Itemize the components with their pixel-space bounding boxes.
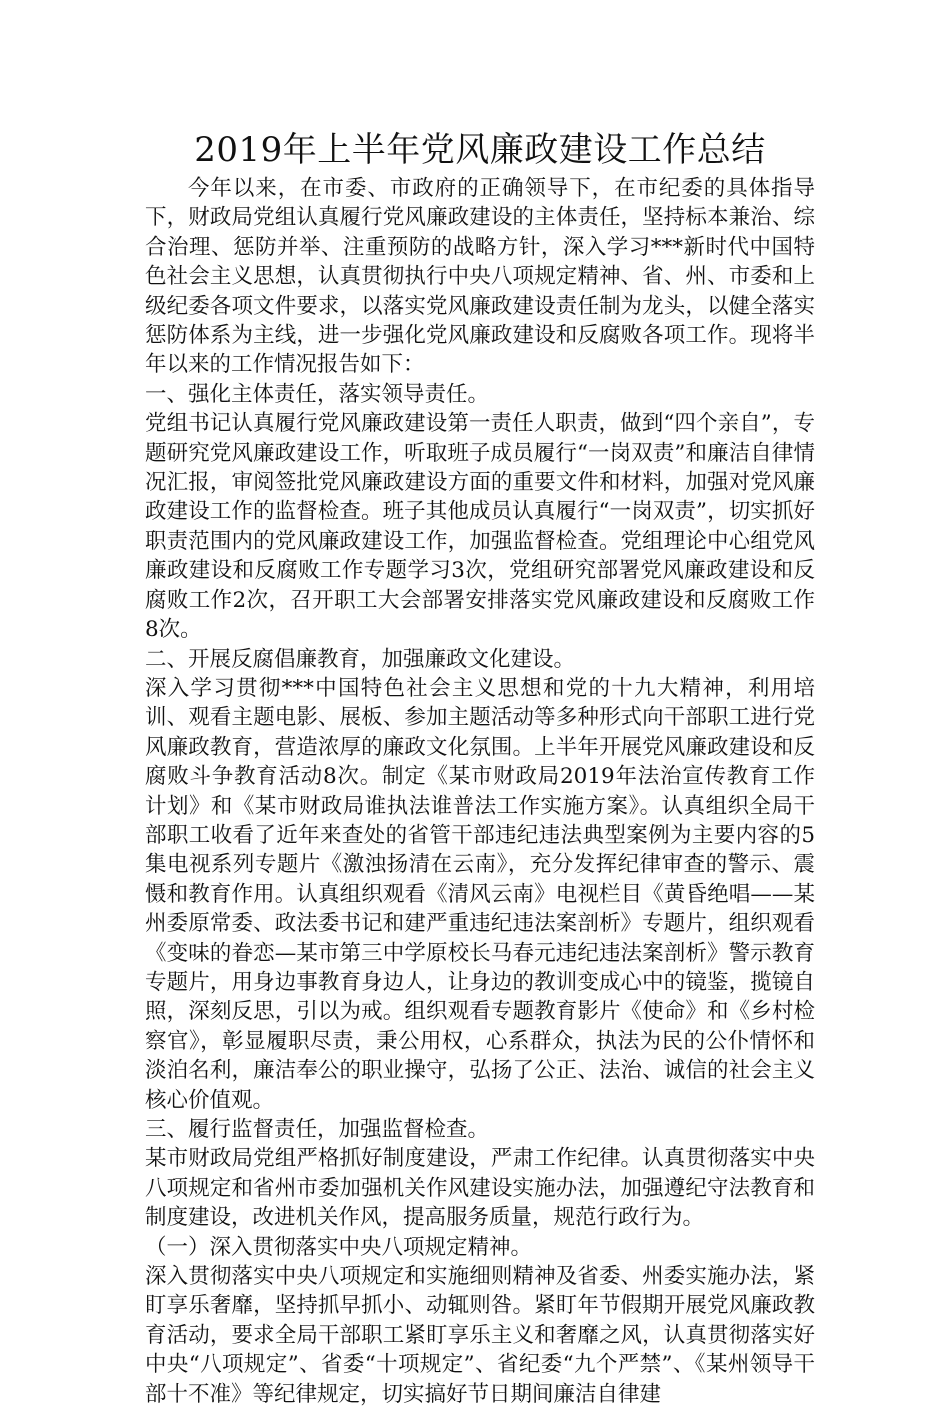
paragraph-section-3: 某市财政局党组严格抓好制度建设，严肃工作纪律。认真贯彻落实中央八项规定和省州市委加强机关作风建设实施办法，加强遵纪守法教育和制度建设，改进机关作风，提高服务质量，规范行政行为。 (145, 1146, 815, 1231)
document-page (145, 128, 815, 1409)
paragraph-section-1: 党组书记认真履行党风廉政建设第一责任人职责，做到“四个亲自”，专题研究党风廉政建设工作，听取班子成员履行“一岗双责”和廉洁自律情况汇报，审阅签批党风廉政建设方面的重要文件和材料，加强对党风廉政建设工作的监督检查。班子其他成员认真履行“一岗双责”，切实抓好职责范围内的党风廉政建设工作，加强监督检查。党组理论中心组党风廉政建设和反腐败工作专题学习3次，党组研究部署党风廉政建设和反腐败工作2次，召开职工大会部署安排落实党风廉政建设和反腐败工作8次。 (145, 411, 815, 643)
document-title: 2019年上半年党风廉政建设工作总结 (194, 130, 766, 170)
document-body (145, 174, 815, 1409)
paragraph-subsection-1: 深入贯彻落实中央八项规定和实施细则精神及省委、州委实施办法，紧盯享乐奢靡，坚持抓早抓小、动辄则咎。紧盯年节假期开展党风廉政教育活动，要求全局干部职工紧盯享乐主义和奢靡之风，认真贯彻落实好中央“八项规定”、省委“十项规定”、省纪委“九个严禁”、《某州领导干部十不准》等纪律规定，切实搞好节日期间廉洁自律建 (145, 1264, 815, 1407)
subsection-heading-1: （一）深入贯彻落实中央八项规定精神。 (145, 1234, 533, 1260)
paragraph-intro: 今年以来，在市委、市政府的正确领导下，在市纪委的具体指导下，财政局党组认真履行党风廉政建设的主体责任，坚持标本兼治、综合治理、惩防并举、注重预防的战略方针，深入学习***新时代中国特色社会主义思想，认真贯彻执行中央八项规定精神、省、州、市委和上级纪委各项文件要求，以落实党风廉政建设责任制为龙头，以健全落实惩防体系为主线，进一步强化党风廉政建设和反腐败各项工作。现将半年以来的工作情况报告如下： (145, 176, 815, 378)
section-heading-3: 三、履行监督责任，加强监督检查。 (145, 1117, 490, 1142)
paragraph-section-2: 深入学习贯彻***中国特色社会主义思想和党的十九大精神，利用培训、观看主题电影、展板、参加主题活动等多种形式向干部职工进行党风廉政教育，营造浓厚的廉政文化氛围。上半年开展党风廉政建设和反腐败斗争教育活动8次。制定《某市财政局2019年法治宣传教育工作计划》和《某市财政局谁执法谁普法工作实施方案》。认真组织全局干部职工收看了近年来查处的省管干部违纪违法典型案例为主要内容的5集电视系列专题片《激浊扬清在云南》，充分发挥纪律审查的警示、震慑和教育作用。认真组织观看《清风云南》电视栏目《黄昏绝唱——某州委原常委、政法委书记和建严重违纪违法案剖析》专题片，组织观看《变味的眷恋—某市第三中学原校长马春元违纪违法案剖析》警示教育专题片，用身边事教育身边人，让身边的教训变成心中的镜鉴，揽镜自照，深刻反思，引以为戒。组织观看专题教育影片《使命》和《乡村检察官》，彰显履职尽责，秉公用权，心系群众，执法为民的公仆情怀和淡泊名利，廉洁奉公的职业操守，弘扬了公正、法治、诚信的社会主义核心价值观。 (145, 675, 815, 1113)
section-heading-2: 二、开展反腐倡廉教育，加强廉政文化建设。 (145, 646, 576, 672)
section-heading-1: 一、强化主体责任，落实领导责任。 (145, 381, 490, 407)
